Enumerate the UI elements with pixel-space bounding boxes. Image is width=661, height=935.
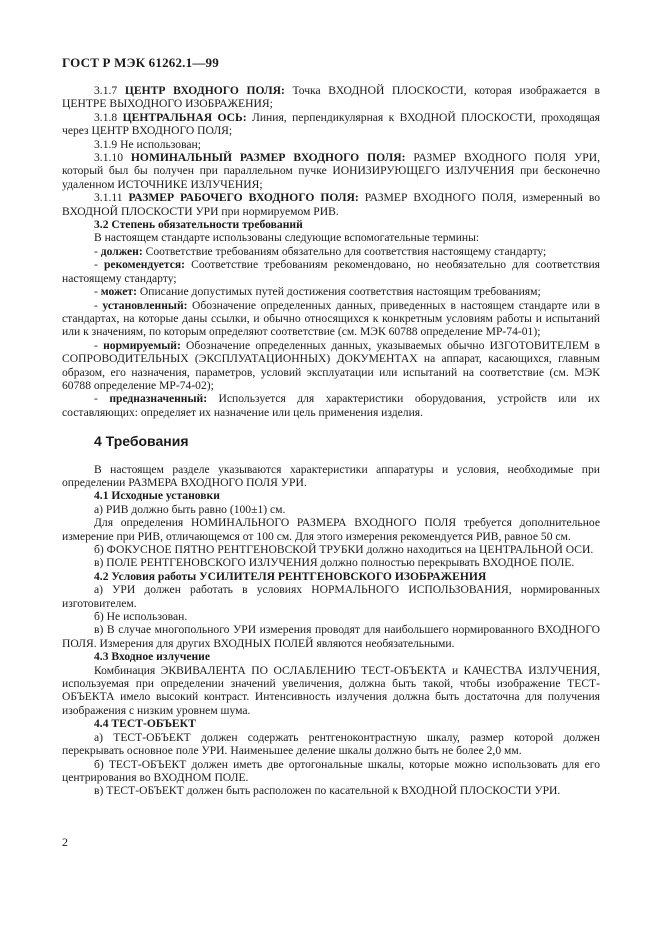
paragraph [62, 151, 600, 191]
text-run: в) В случае многопольного УРИ измерения проводят для наибольшего нормированного ВХОДНОГО ПОЛЯ. Измерения для других ВХОДНЫХ ПОЛЕЙ являются необязательными. [62, 623, 600, 650]
text-run: 4.3 Входное излучение [94, 650, 211, 664]
text-run: Комбинация ЭКВИВАЛЕНТА ПО ОСЛАБЛЕНИЮ ТЕСТ-ОБЪЕКТА и КАЧЕСТВА ИЗЛУЧЕНИЯ, используемая при определении значений увеличения, должна быть такой, чтобы изображение ТЕСТ-ОБЪЕКТА имело высокий контраст. Интенсивность излучения должна быть достаточна для получения изображения с низким уровнем шума. [62, 663, 600, 717]
paragraph [62, 664, 600, 718]
text-run: Обозначение определенных данных, указываемых обычно ИЗГОТОВИТЕЛЕМ в СОПРОВОДИТЕЛЬНЫХ (ЭКСПЛУАТАЦИОННЫХ) ДОКУМЕНТАХ на аппарат, касающихся, главным образом, его назначения, параметров, условий эксплуатации или испытаний на соответствие (см. МЭК 60788 определение МР-74-02); [62, 338, 600, 392]
text-run: - [94, 338, 104, 352]
text-run: б) ТЕСТ-ОБЪЕКТ должен иметь две ортогональные шкалы, которые можно использовать для его центрирования во ВХОДНОМ ПОЛЕ. [62, 757, 600, 784]
term-label: РАЗМЕР РАБОЧЕГО ВХОДНОГО ПОЛЯ: [128, 191, 359, 205]
text-run: - [94, 285, 101, 299]
paragraph [62, 503, 600, 516]
term-label: установленный: [102, 298, 188, 312]
text-run: - [94, 244, 101, 258]
text-run: Для определения НОМИНАЛЬНОГО РАЗМЕРА ВХОДНОГО ПОЛЯ требуется дополнительное измерение при РИВ, отличающемся от 100 см. Для этого измерения рекомендуется РИВ, равное 50 см. [62, 516, 600, 543]
section-heading [62, 717, 600, 730]
paragraph [62, 245, 600, 258]
text-run: Линия, перпендикулярная к ВХОДНОЙ ПЛОСКОСТИ, проходящая через ЦЕНТР ВХОДНОГО ПОЛЯ; [62, 110, 601, 138]
text-run: 3.1.10 [94, 151, 131, 165]
text-run: Соответствие требованиям обязательно для соответствия настоящему стандарту; [142, 244, 547, 258]
paragraph [62, 543, 600, 556]
text-run: а) РИВ должно быть равно (100±1) см. [94, 502, 286, 516]
text-run: 4.2 Условия работы УСИЛИТЕЛЯ РЕНТГЕНОВСКОГО ИЗОБРАЖЕНИЯ [94, 569, 487, 583]
text-run: 4 Требования [94, 433, 189, 450]
paragraph [62, 84, 600, 111]
term-label: предназначенный: [109, 392, 208, 406]
text-run: б) ФОКУСНОЕ ПЯТНО РЕНТГЕНОВСКОЙ ТРУБКИ должно находиться на ЦЕНТРАЛЬНОЙ ОСИ. [94, 543, 594, 556]
text-run: Используется для характеристики оборудования, устройств или их составляющих: определяет их назначение или цель применения изделия. [62, 392, 600, 419]
paragraph [62, 516, 600, 543]
document-header: ГОСТ Р МЭК 61262.1—99 [62, 55, 219, 70]
text-run: - [94, 298, 103, 312]
text-run: В настоящем стандарте использованы следующие вспомогательные термины: [94, 231, 480, 245]
text-run: Описание допустимых путей достижения соответствия настоящим требованиям; [136, 285, 541, 299]
section-heading [62, 489, 600, 502]
paragraph [62, 339, 600, 393]
text-run: - [94, 258, 104, 272]
paragraph [62, 392, 600, 419]
text-run: Точка ВХОДНОЙ ПЛОСКОСТИ, которая изображается в ЦЕНТРЕ ВЫХОДНОГО ИЗОБРАЖЕНИЯ; [62, 84, 600, 111]
paragraph [62, 463, 600, 490]
text-run: РАЗМЕР ВХОДНОГО ПОЛЯ УРИ, который был бы получен при параллельном пучке ИОНИЗИРУЮЩЕГО ИЗЛУЧЕНИЯ при бесконечно удаленном ИСТОЧНИКЕ ИЗЛУЧЕНИЯ; [62, 151, 600, 191]
paragraph [62, 138, 600, 151]
section-heading [62, 435, 600, 448]
term-label: НОМИНАЛЬНЫЙ РАЗМЕР ВХОДНОГО ПОЛЯ: [130, 151, 406, 165]
paragraph [62, 784, 600, 797]
section-heading [62, 650, 600, 663]
paragraph [62, 299, 600, 339]
paragraph [62, 623, 600, 650]
paragraph [62, 731, 600, 758]
paragraph [62, 285, 600, 298]
text-run: 3.1.9 Не использован; [94, 137, 201, 151]
paragraph [62, 258, 600, 285]
term-label: ЦЕНТР ВХОДНОГО ПОЛЯ: [124, 84, 285, 97]
text-run: Обозначение определенных данных, приведенных в настоящем стандарте или в стандартах, на которые даны ссылки, и обычно относящихся к конкретным условиям работы и испытаний или к значениям, по которым определяют соответствие (см. МЭК 60788 определение МР-74-01); [62, 298, 600, 339]
text-run: в) ТЕСТ-ОБЪЕКТ должен быть расположен по касательной к ВХОДНОЙ ПЛОСКОСТИ УРИ. [94, 784, 561, 798]
text-run: В настоящем разделе указываются характеристики аппаратуры и условия, необходимые при определении РАЗМЕРА ВХОДНОГО ПОЛЯ УРИ. [62, 462, 600, 489]
text-run: РАЗМЕР ВХОДНОГО ПОЛЯ, измеренный во ВХОДНОЙ ПЛОСКОСТИ УРИ при нормируемом РИВ. [62, 191, 601, 218]
text-run: Соответствие требованиям рекомендовано, но необязательно для соответствия настоящему стандарту; [62, 258, 600, 285]
text-run: 3.1.7 [94, 84, 125, 97]
text-run: 3.2 Степень обязательности требований [94, 218, 303, 232]
text-run: в) ПОЛЕ РЕНТГЕНОВСКОГО ИЗЛУЧЕНИЯ должно полностью перекрывать ВХОДНОЕ ПОЛЕ. [94, 556, 575, 570]
paragraph [62, 583, 600, 610]
text-run: б) Не использован. [94, 610, 188, 624]
text-run: а) УРИ должен работать в условиях НОРМАЛЬНОГО ИСПОЛЬЗОВАНИЯ, нормированных изготовителем. [62, 583, 600, 610]
term-label: нормируемый: [103, 338, 181, 352]
text-run: 3.1.11 [94, 191, 129, 205]
text-run: 4.4 ТЕСТ-ОБЪЕКТ [94, 717, 196, 731]
paragraph [62, 556, 600, 569]
text-run: 3.1.8 [94, 110, 123, 124]
term-label: ЦЕНТРАЛЬНАЯ ОСЬ: [122, 110, 247, 124]
term-label: может: [100, 285, 137, 299]
term-label: рекомендуется: [103, 258, 185, 272]
paragraph [62, 610, 600, 623]
term-label: должен: [100, 244, 143, 258]
text-run: 4.1 Исходные установки [94, 489, 220, 503]
section-heading [62, 218, 600, 231]
text-run: а) ТЕСТ-ОБЪЕКТ должен содержать рентгеноконтрастную шкалу, размер которой должен перекрывать основное поле УРИ. Наименьшее деление шкалы должно быть не более 2,0 мм. [62, 730, 600, 758]
paragraph [62, 758, 600, 785]
text-run: - [94, 392, 110, 406]
page-number: 2 [62, 835, 68, 849]
paragraph [62, 191, 600, 218]
paragraph [62, 231, 600, 244]
document-body [62, 84, 600, 798]
paragraph [62, 111, 600, 138]
section-heading [62, 570, 600, 583]
